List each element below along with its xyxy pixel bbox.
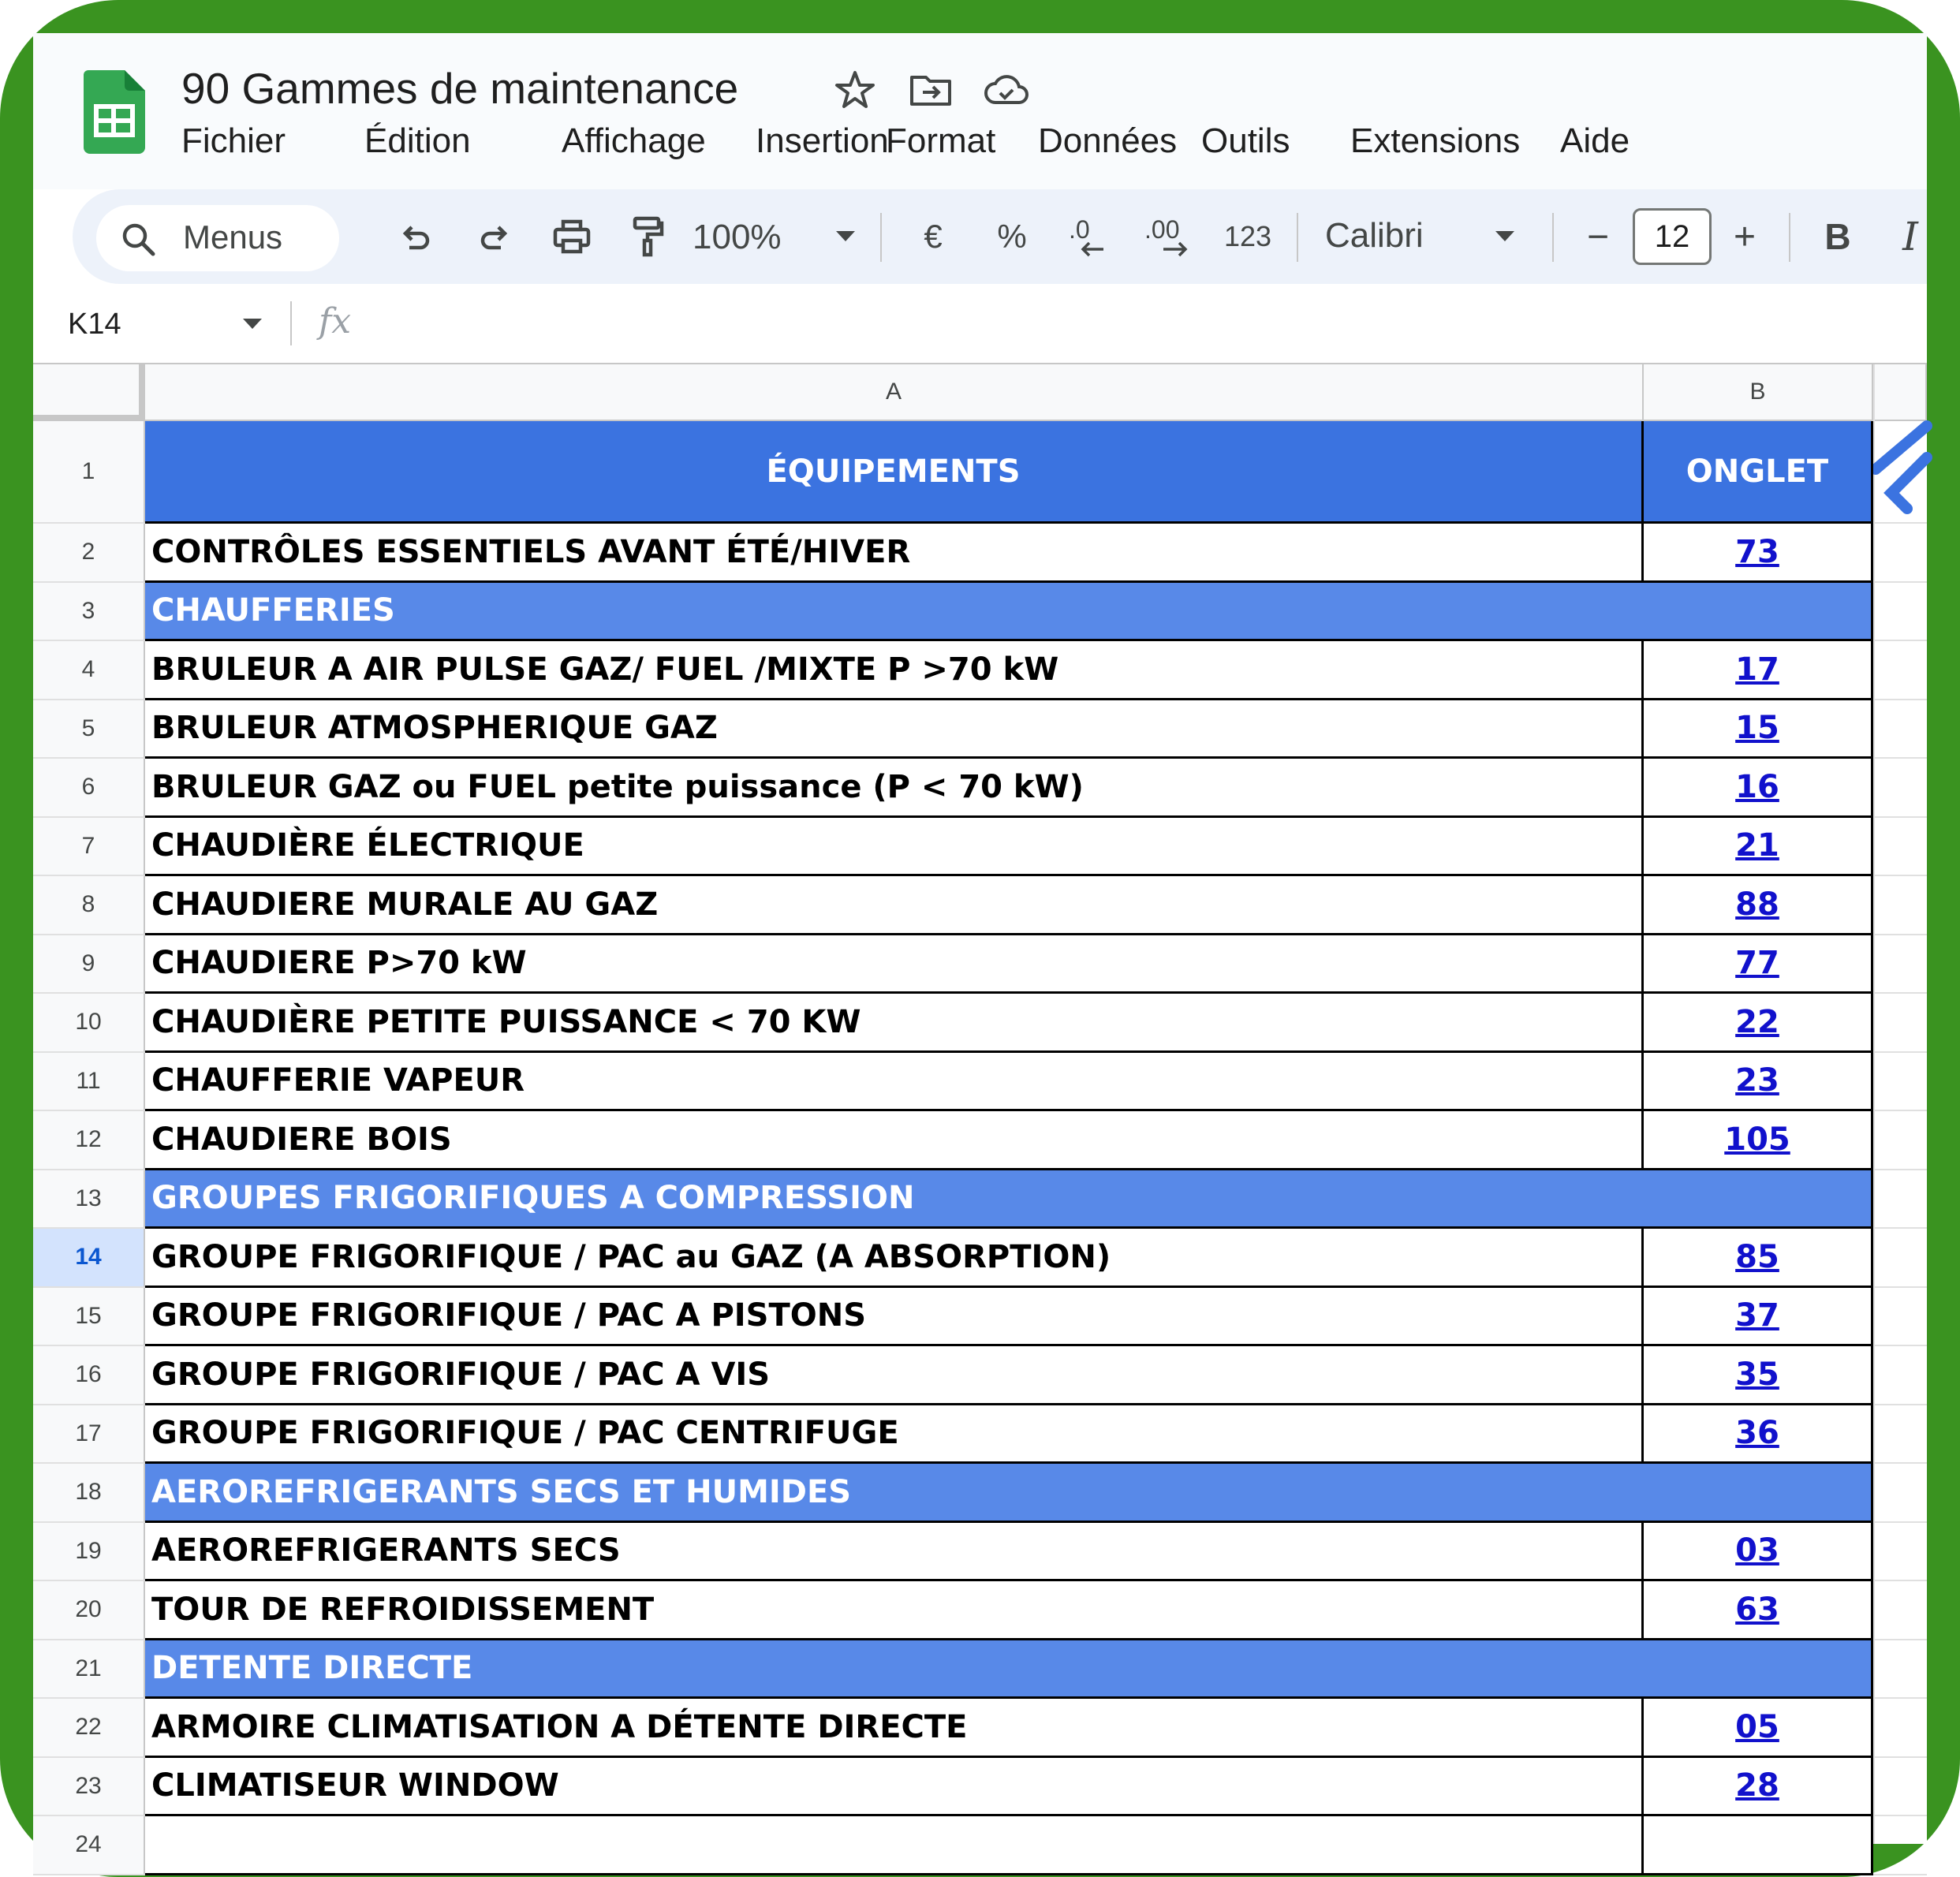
row-header[interactable]: 13 [33,1170,145,1230]
select-all-corner[interactable] [33,364,145,421]
onglet-link[interactable]: 05 [1735,1708,1779,1745]
equipment-cell[interactable]: ARMOIRE CLIMATISATION A DÉTENTE DIRECTE [145,1699,1644,1758]
equipment-cell[interactable]: CHAUDIERE P>70 kW [145,935,1644,994]
menu-insertion[interactable]: Insertion [756,121,889,160]
onglet-link[interactable]: 105 [1724,1121,1790,1158]
equipment-cell[interactable]: GROUPE FRIGORIFIQUE / PAC A VIS [145,1346,1644,1405]
title-bar [33,33,1927,189]
row-header[interactable]: 22 [33,1699,145,1758]
equipment-cell[interactable]: AEROREFRIGERANTS SECS [145,1523,1644,1582]
onglet-link[interactable]: 77 [1735,945,1779,982]
undo-button[interactable] [388,207,443,267]
menu-edition[interactable]: Édition [364,121,471,160]
row-header[interactable]: 2 [33,524,145,583]
empty-cell[interactable] [1873,1288,1927,1347]
percent-format-button[interactable]: % [997,218,1027,255]
row-header[interactable]: 20 [33,1581,145,1640]
currency-format-button[interactable]: € [924,218,943,255]
name-box[interactable]: K14 [68,308,121,341]
onglet-link[interactable]: 22 [1735,1003,1779,1040]
equipment-cell[interactable]: GROUPE FRIGORIFIQUE / PAC A PISTONS [145,1288,1644,1347]
column-header-c[interactable] [1873,364,1927,421]
equipment-cell[interactable] [145,1816,1644,1875]
row-header[interactable]: 14 [33,1229,145,1288]
section-cell[interactable]: GROUPES FRIGORIFIQUES A COMPRESSION [145,1170,1873,1230]
onglet-cell[interactable] [1644,1111,1873,1170]
star-icon[interactable] [831,66,879,114]
increase-font-size-button[interactable]: + [1733,215,1757,258]
empty-cell[interactable] [1873,1758,1927,1817]
row-header[interactable]: 1 [33,421,145,524]
cloud-saved-icon[interactable] [983,66,1030,114]
print-icon [552,218,592,255]
onglet-link[interactable]: 36 [1735,1415,1779,1452]
onglet-link[interactable]: 88 [1735,886,1779,923]
row-header[interactable]: 16 [33,1346,145,1405]
menu-format[interactable]: Format [886,121,996,160]
sheet-grid [33,364,1927,1858]
redo-button[interactable] [467,207,522,267]
section-cell[interactable]: AEROREFRIGERANTS SECS ET HUMIDES [145,1464,1873,1523]
equipment-cell[interactable]: CHAUFFERIE VAPEUR [145,1053,1644,1112]
sheets-logo-icon[interactable] [84,70,145,154]
decrease-decimal-icon [1066,215,1113,259]
move-folder-icon[interactable] [907,66,954,114]
row-header[interactable]: 12 [33,1111,145,1170]
menu-aide[interactable]: Aide [1560,121,1630,160]
onglet-cell[interactable] [1644,1581,1873,1640]
onglet-cell[interactable] [1644,1523,1873,1582]
empty-cell[interactable] [1873,1816,1927,1875]
onglet-link[interactable]: 23 [1735,1062,1779,1099]
section-cell[interactable]: CHAUFFERIES [145,583,1873,642]
empty-cell[interactable] [1873,1523,1927,1582]
chevron-down-icon [836,231,855,242]
font-size-input[interactable]: 12 [1633,208,1712,265]
print-button[interactable] [544,207,599,267]
empty-cell[interactable] [1873,641,1927,700]
empty-cell[interactable] [1873,876,1927,935]
row-header[interactable]: 24 [33,1816,145,1875]
equipment-cell[interactable]: GROUPE FRIGORIFIQUE / PAC au GAZ (A ABSORPTION) [145,1229,1644,1288]
equipment-cell[interactable]: CHAUDIERE MURALE AU GAZ [145,876,1644,935]
empty-cell[interactable] [1873,421,1927,524]
equipment-cell[interactable]: BRULEUR ATMOSPHERIQUE GAZ [145,700,1644,759]
redo-icon [477,219,512,254]
paint-roller-icon [630,215,665,258]
toolbar [73,189,1927,284]
font-family-select[interactable]: Calibri [1325,216,1424,255]
onglet-cell[interactable] [1644,876,1873,935]
svg-text:.0: .0 [1069,215,1090,244]
equipment-cell[interactable]: GROUPE FRIGORIFIQUE / PAC CENTRIFUGE [145,1405,1644,1465]
row-header[interactable]: 17 [33,1405,145,1465]
onglet-cell[interactable] [1644,935,1873,994]
toolbar-divider [1552,213,1554,262]
onglet-link[interactable]: 21 [1735,827,1779,864]
formula-bar [33,284,1927,364]
italic-button[interactable]: I [1902,214,1918,259]
onglet-cell[interactable] [1644,1229,1873,1288]
search-icon [120,221,156,257]
onglet-link[interactable]: 35 [1735,1356,1779,1393]
row-header[interactable]: 5 [33,700,145,759]
onglet-cell[interactable] [1644,1053,1873,1112]
row-header[interactable]: 21 [33,1640,145,1700]
empty-cell[interactable] [1873,994,1927,1053]
onglet-cell[interactable] [1644,1346,1873,1405]
onglet-link[interactable]: 16 [1735,768,1779,805]
toolbar-divider [1789,213,1790,262]
header-cell-onglet[interactable]: ONGLET [1644,421,1873,524]
search-menus-input[interactable] [96,205,339,271]
row-header[interactable]: 19 [33,1523,145,1582]
onglet-link[interactable]: 28 [1735,1767,1779,1804]
font-dropdown-button[interactable] [1489,207,1521,267]
zoom-select[interactable]: 100% [693,218,782,256]
onglet-link[interactable]: 63 [1735,1591,1779,1628]
onglet-cell[interactable] [1644,1758,1873,1817]
equipment-cell[interactable]: CONTRÔLES ESSENTIELS AVANT ÉTÉ/HIVER [145,524,1644,583]
empty-cell[interactable] [1873,935,1927,994]
equipment-cell[interactable]: BRULEUR GAZ ou FUEL petite puissance (P < 70 kW) [145,759,1644,818]
row-header[interactable]: 10 [33,994,145,1053]
toolbar-divider [880,213,882,262]
empty-cell[interactable] [1873,1111,1927,1170]
menu-extensions[interactable]: Extensions [1350,121,1521,160]
row-header[interactable]: 18 [33,1464,145,1523]
equipment-cell[interactable]: CHAUDIÈRE PETITE PUISSANCE < 70 KW [145,994,1644,1053]
onglet-cell[interactable] [1644,1699,1873,1758]
document-title[interactable]: 90 Gammes de maintenance [181,64,739,113]
row-header[interactable]: 15 [33,1288,145,1347]
onglet-link[interactable]: 37 [1735,1297,1779,1334]
onglet-link[interactable]: 03 [1735,1532,1779,1569]
chevron-down-icon[interactable] [243,319,262,330]
equipment-cell[interactable]: CHAUDIÈRE ÉLECTRIQUE [145,818,1644,877]
empty-cell[interactable] [1873,1346,1927,1405]
svg-text:.00: .00 [1144,215,1180,244]
menu-donnees[interactable]: Données [1038,121,1178,160]
empty-cell[interactable] [1873,759,1927,818]
row-header[interactable]: 6 [33,759,145,818]
empty-cell[interactable] [1873,1464,1927,1523]
chevron-down-icon [1495,231,1514,242]
menu-outils[interactable]: Outils [1201,121,1290,160]
fx-icon: fx [319,301,352,341]
equipment-cell[interactable]: TOUR DE REFROIDISSEMENT [145,1581,1644,1640]
empty-cell[interactable] [1873,1640,1927,1700]
menu-fichier[interactable]: Fichier [181,121,286,160]
onglet-link[interactable]: 73 [1735,533,1779,570]
onglet-cell[interactable] [1644,1288,1873,1347]
onglet-cell[interactable] [1644,759,1873,818]
empty-cell[interactable] [1873,700,1927,759]
search-menus-label: Menus [183,218,283,256]
increase-decimal-button[interactable] [1139,207,1199,267]
onglet-link[interactable]: 17 [1735,651,1779,688]
empty-cell[interactable] [1873,1405,1927,1465]
onglet-cell[interactable] [1644,1816,1873,1875]
column-header-b[interactable]: B [1644,364,1873,421]
onglet-cell[interactable] [1644,641,1873,700]
equipment-cell[interactable]: CLIMATISEUR WINDOW [145,1758,1644,1817]
undo-icon [398,219,433,254]
empty-cell[interactable] [1873,1699,1927,1758]
empty-cell[interactable] [1873,583,1927,642]
toolbar-divider [1297,213,1298,262]
decrease-font-size-button[interactable]: − [1586,215,1610,258]
row-header[interactable]: 23 [33,1758,145,1817]
row-header[interactable]: 11 [33,1053,145,1112]
formula-bar-divider [290,301,292,345]
onglet-cell[interactable] [1644,994,1873,1053]
empty-cell[interactable] [1873,1053,1927,1112]
row-header[interactable]: 7 [33,818,145,877]
equipment-cell[interactable]: CHAUDIERE BOIS [145,1111,1644,1170]
spreadsheet-app [33,33,1927,1858]
onglet-cell[interactable] [1644,524,1873,583]
paint-format-button[interactable] [620,207,675,267]
row-header[interactable]: 8 [33,876,145,935]
row-header[interactable]: 4 [33,641,145,700]
empty-cell[interactable] [1873,1229,1927,1288]
empty-cell[interactable] [1873,1170,1927,1230]
header-cell-equipements[interactable]: ÉQUIPEMENTS [145,421,1644,524]
menu-affichage[interactable]: Affichage [562,121,706,160]
onglet-cell[interactable] [1644,1405,1873,1465]
column-header-a[interactable]: A [145,364,1644,421]
empty-cell[interactable] [1873,818,1927,877]
equipment-cell[interactable]: BRULEUR A AIR PULSE GAZ/ FUEL /MIXTE P >70 kW [145,641,1644,700]
decrease-decimal-button[interactable] [1062,207,1117,267]
increase-decimal-icon [1143,215,1195,259]
zoom-dropdown-button[interactable] [830,207,861,267]
empty-cell[interactable] [1873,524,1927,583]
onglet-cell[interactable] [1644,818,1873,877]
onglet-link[interactable]: 15 [1735,710,1779,747]
more-formats-button[interactable]: 123 [1223,220,1272,252]
onglet-link[interactable]: 85 [1735,1238,1779,1275]
row-header[interactable]: 9 [33,935,145,994]
row-header[interactable]: 3 [33,583,145,642]
onglet-cell[interactable] [1644,700,1873,759]
empty-cell[interactable] [1873,1581,1927,1640]
section-cell[interactable]: DETENTE DIRECTE [145,1640,1873,1700]
bold-button[interactable]: B [1824,216,1851,257]
